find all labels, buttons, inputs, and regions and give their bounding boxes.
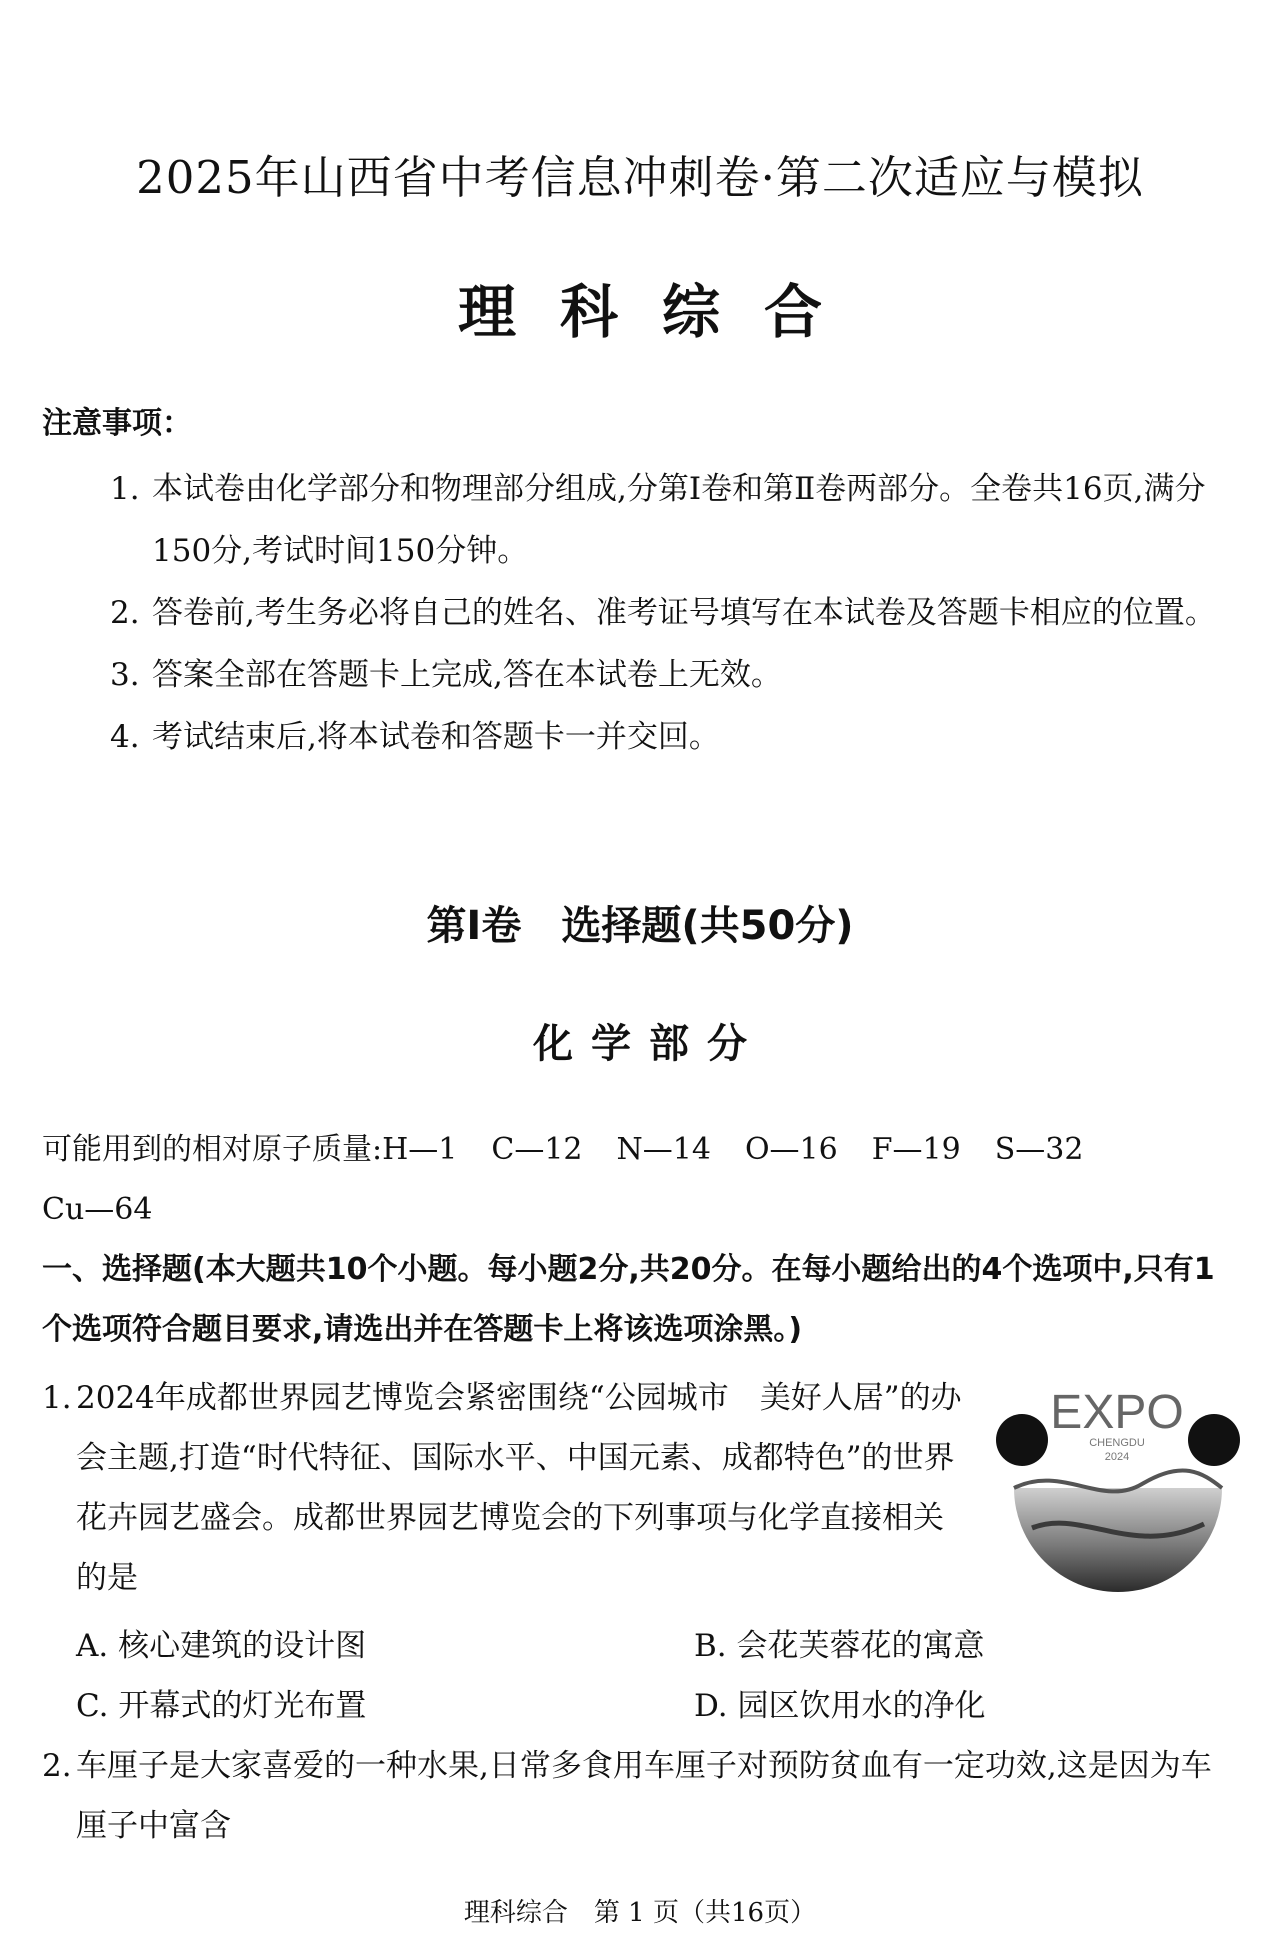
atomic-mass-label: 可能用到的相对原子质量: <box>42 1132 383 1167</box>
option-d: D. 园区饮用水的净化 <box>694 1688 986 1724</box>
subject-title: 理科综合 <box>457 278 866 346</box>
question-1 <box>42 1368 972 1608</box>
atomic-mass-value: O—16 <box>744 1132 838 1167</box>
atomic-mass-value: C—12 <box>491 1132 583 1167</box>
atomic-mass-line <box>42 1120 1242 1240</box>
exam-title: 2025年山西省中考信息冲刺卷·第二次适应与模拟 <box>136 151 1144 204</box>
logo-year-text: 2024 <box>1104 1451 1130 1463</box>
section-part-label: 第Ⅰ卷 <box>426 903 522 949</box>
notice-item-text: 答卷前,考生务必将自己的姓名、准考证号填写在本试卷及答题卡相应的位置。 <box>152 595 1216 631</box>
notice-item <box>110 644 1240 706</box>
notice-item-number: 4. <box>110 719 140 755</box>
expo-logo-icon <box>992 1368 1242 1608</box>
chemistry-heading: 化学部分 <box>533 1021 765 1067</box>
question-text: 2024年成都世界园艺博览会紧密围绕“公园城市 美好人居”的办会主题,打造“时代特征、国际水平、中国元素、成都特色”的世界花卉园艺盛会。成都世界园艺博览会的下列事项与化学直接相关的是 <box>76 1380 962 1596</box>
option-c: C. 开幕式的灯光布置 <box>76 1688 367 1724</box>
atomic-mass-value: N—14 <box>616 1132 711 1167</box>
notice-item-text: 答案全部在答题卡上完成,答在本试卷上无效。 <box>152 657 782 693</box>
question-2 <box>42 1736 1242 1856</box>
section-heading <box>0 898 1280 954</box>
notice-item-text: 本试卷由化学部分和物理部分组成,分第Ⅰ卷和第Ⅱ卷两部分。全卷共16页,满分150分,考试时间150分钟。 <box>152 471 1206 569</box>
atomic-mass-value: S—32 <box>994 1132 1084 1167</box>
logo-city-text: CHENGDU <box>1089 1437 1145 1449</box>
notice-item-text: 考试结束后,将本试卷和答题卡一并交回。 <box>152 719 720 755</box>
question-text: 车厘子是大家喜爱的一种水果,日常多食用车厘子对预防贫血有一定功效,这是因为车厘子中富含 <box>76 1748 1212 1844</box>
section-part-title: 选择题(共50分) <box>561 903 854 949</box>
question-number: 2. <box>42 1748 72 1784</box>
notice-item <box>110 458 1240 582</box>
section-instructions: 一、选择题(本大题共10个小题。每小题2分,共20分。在每小题给出的4个选项中,只有1个选项符合题目要求,请选出并在答题卡上将该选项涂黑。) <box>42 1252 1215 1347</box>
notice-item-number: 1. <box>110 471 140 507</box>
notice-item-number: 2. <box>110 595 140 631</box>
atomic-mass-value: Cu—64 <box>42 1192 153 1227</box>
page-footer: 理科综合 第 1 页（共16页） <box>463 1898 817 1928</box>
option-a: A. 核心建筑的设计图 <box>76 1628 367 1664</box>
notice-item-number: 3. <box>110 657 140 693</box>
notice-item <box>110 706 1240 768</box>
notice-item <box>110 582 1240 644</box>
logo-expo-text: EXPO <box>1050 1386 1184 1439</box>
notice-list <box>110 458 1240 768</box>
question-number: 1. <box>42 1380 72 1416</box>
option-b: B. 会花芙蓉花的寓意 <box>694 1628 985 1664</box>
atomic-mass-value: H—1 <box>382 1132 458 1167</box>
notice-heading: 注意事项： <box>42 406 192 441</box>
atomic-mass-value: F—19 <box>871 1132 961 1167</box>
